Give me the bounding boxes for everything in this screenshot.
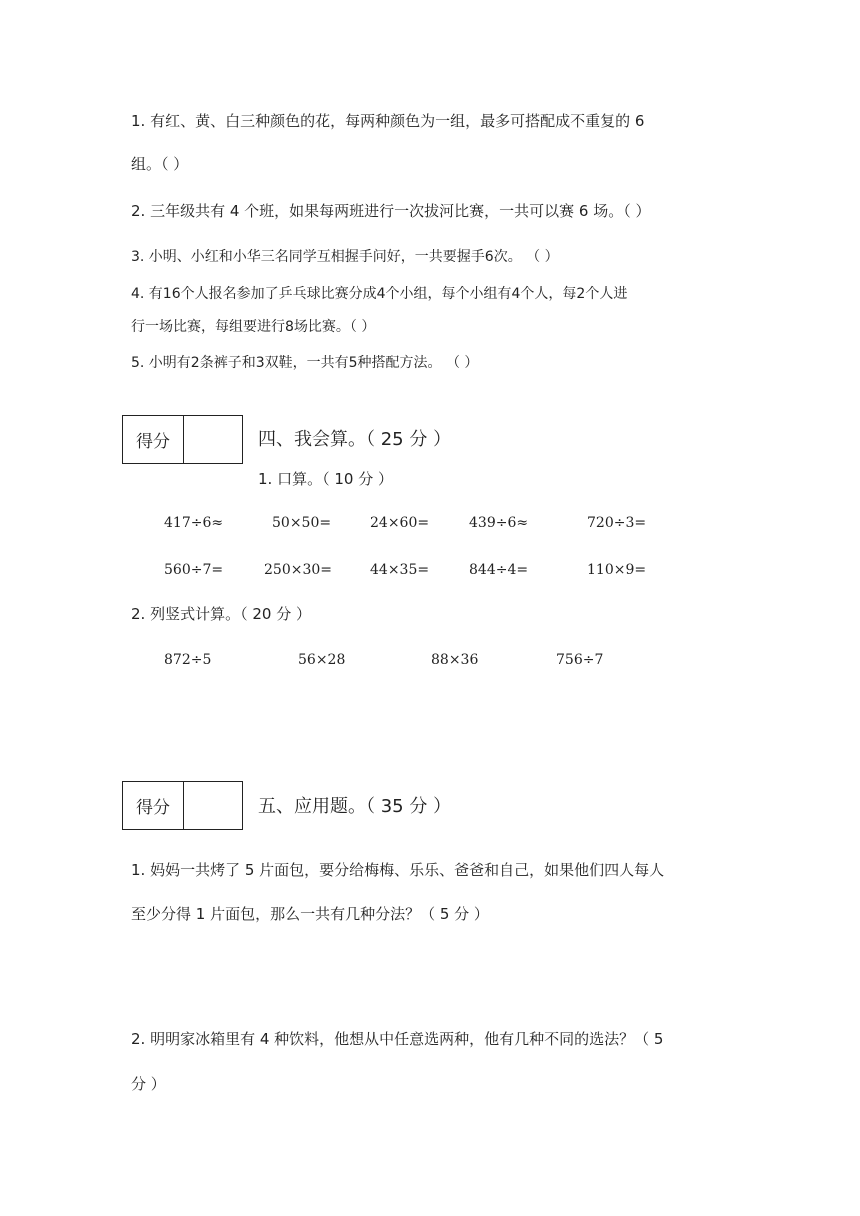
oral-item: 250×30= — [264, 562, 332, 578]
oral-item: 560÷7= — [164, 562, 224, 578]
vertical-item: 872÷5 — [164, 652, 212, 668]
oral-item: 439÷6≈ — [469, 515, 529, 531]
score-box-section4 — [122, 415, 243, 464]
score-blank — [184, 416, 242, 463]
judge-q1-line2: 组。（ ） — [131, 155, 189, 173]
oral-item: 720÷3= — [587, 515, 647, 531]
judge-q5: 5. 小明有2条裤子和3双鞋，一共有5种搭配方法。 （ ） — [131, 355, 479, 371]
section5-title: 五、应用题。（ 35 分 ） — [258, 796, 452, 817]
judge-q3: 3. 小明、小红和小华三名同学互相握手问好，一共要握手6次。 （ ） — [131, 249, 559, 265]
app-q1-line1: 1. 妈妈一共烤了 5 片面包，要分给梅梅、乐乐、爸爸和自己，如果他们四人每人 — [131, 861, 665, 879]
vertical-item: 756÷7 — [556, 652, 604, 668]
section4-sub1: 1. 口算。（ 10 分 ） — [258, 470, 393, 488]
score-label: 得分 — [123, 416, 184, 463]
judge-q4-line1: 4. 有16个人报名参加了乒乓球比赛分成4个小组，每个小组有4个人，每2个人进 — [131, 286, 628, 302]
judge-q4-line2: 行一场比赛，每组要进行8场比赛。（ ） — [131, 319, 376, 335]
score-blank — [184, 782, 242, 829]
section4-title: 四、我会算。（ 25 分 ） — [258, 429, 452, 450]
oral-item: 50×50= — [272, 515, 332, 531]
judge-q2: 2. 三年级共有 4 个班，如果每两班进行一次拔河比赛，一共可以赛 6 场。（ ） — [131, 202, 651, 220]
oral-item: 844÷4= — [469, 562, 529, 578]
app-q1-line2: 至少分得 1 片面包，那么一共有几种分法？（ 5 分 ） — [131, 905, 489, 923]
vertical-item: 88×36 — [431, 652, 479, 668]
oral-item: 110×9= — [587, 562, 647, 578]
oral-item: 44×35= — [370, 562, 430, 578]
app-q2-line1: 2. 明明家冰箱里有 4 种饮料，他想从中任意选两种，他有几种不同的选法？（ 5 — [131, 1030, 664, 1048]
score-box-section5 — [122, 781, 243, 830]
vertical-item: 56×28 — [298, 652, 346, 668]
section4-sub2: 2. 列竖式计算。（ 20 分 ） — [131, 605, 311, 623]
judge-q1-line1: 1. 有红、黄、白三种颜色的花，每两种颜色为一组，最多可搭配成不重复的 6 — [131, 112, 645, 130]
app-q2-line2: 分 ） — [131, 1075, 166, 1093]
score-label: 得分 — [123, 782, 184, 829]
oral-item: 24×60= — [370, 515, 430, 531]
oral-item: 417÷6≈ — [164, 515, 224, 531]
